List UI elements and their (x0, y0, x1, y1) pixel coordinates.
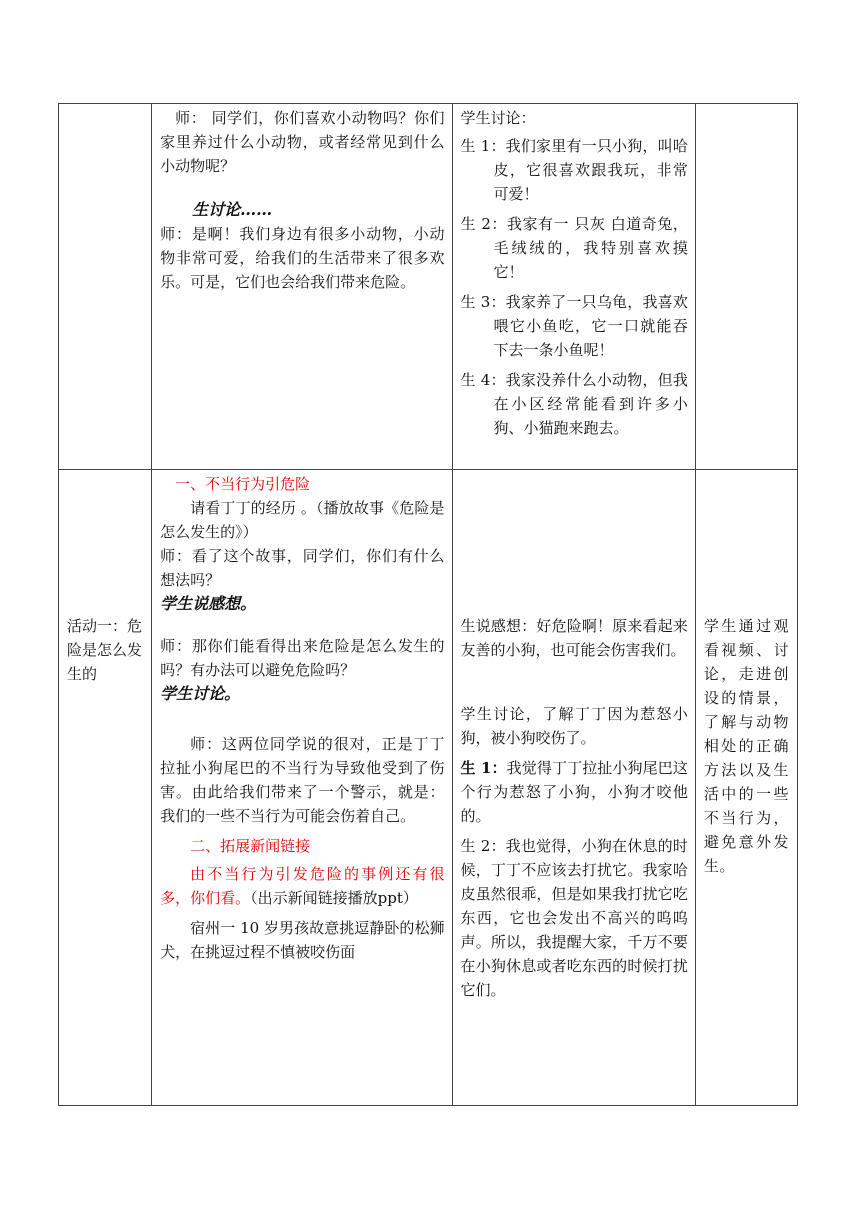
student-discussion-note: 学生讨论。 (160, 684, 241, 703)
student-discussion-heading: 学生讨论： (460, 109, 536, 127)
teacher-question: 师： 同学们，你们喜欢小动物吗？你们家里养过什么小动物，或者经常见到什么小动物呢？ (160, 109, 445, 175)
student-reflection-note: 学生说感想。 (160, 594, 257, 613)
story-instruction: 请看丁丁的经历 。（播放故事《危险是怎么发生的》） (160, 499, 445, 541)
student-reflection: 生说感想：好危险啊！原来看起来友善的小狗，也可能会伤害我们。 (460, 617, 688, 659)
student-cell (452, 470, 695, 1106)
teacher-statement: 师：是啊！我们身边有很多小动物，小动物非常可爱，给我们的生活带来了很多欢乐。可是，它们也会给我们带来危险。 (160, 225, 445, 291)
student-cell (452, 104, 695, 470)
news-intro (160, 862, 444, 910)
section-heading-2: 二、拓展新闻链接 (190, 837, 311, 855)
student-discussion-note: 生讨论…… (192, 200, 273, 219)
teacher-question: 师：看了这个故事，同学们，你们有什么想法吗？ (160, 547, 445, 589)
table-row-activity-one (59, 470, 798, 1106)
teacher-summary: 师：这两位同学说的很对，正是丁丁拉扯小狗尾巴的不当行为导致他受到了伤害。由此给我们带来了一个警示，就是：我们的一些不当行为可能会伤着自己。 (160, 735, 445, 825)
student-answer-1-text: 我觉得丁丁拉扯小狗尾巴这个行为惹怒了小狗，小狗才咬他的。 (460, 759, 688, 825)
news-example: 宿州一 10 岁男孩故意挑逗静卧的松狮犬，在挑逗过程不慎被咬伤面 (160, 919, 445, 961)
student-answer-2: 生 2：我也觉得，小狗在休息的时候，丁丁不应该去打扰它。我家哈皮虽然很乖，但是如果我打扰它吃东西，它也会发出不高兴的呜呜声。所以，我提醒大家，千万不要在小狗休息或者吃东西的时候打扰它们。 (460, 837, 688, 999)
teacher-cell (152, 470, 452, 1106)
teacher-cell (152, 104, 452, 470)
teacher-question-2: 师：那你们能看得出来危险是怎么发生的吗？有办法可以避免危险吗？ (160, 637, 445, 679)
news-intro-note: （出示新闻链接播放ppt） (250, 889, 418, 907)
student-answer-2: 生 2：我家有一 只灰 白道奇兔，毛绒绒的，我特别喜欢摸它！ (460, 215, 688, 281)
goal-cell-empty (695, 104, 797, 470)
learning-goal: 学生通过观看视频、讨论，走进创设的情景，了解与动物相处的正确方法以及生活中的一些不当行为，避免意外发生。 (703, 617, 789, 875)
lesson-plan-table (58, 103, 798, 1106)
activity-cell (59, 470, 152, 1106)
student-answer-1-label: 生 1： (460, 759, 507, 777)
student-answer-1: 生 1：我们家里有一只小狗，叫哈皮，它很喜欢跟我玩，非常可爱！ (460, 137, 688, 203)
news-intro-red: 由不当行为引发危险的事例还有很多，你们看。 (160, 865, 445, 907)
table-row-intro (59, 104, 798, 470)
student-discussion-summary: 学生讨论，了解丁丁因为惹怒小狗，被小狗咬伤了。 (460, 705, 688, 747)
activity-cell-empty (59, 104, 152, 470)
section-heading-1: 一、不当行为引危险 (175, 475, 311, 493)
student-answer-3: 生 3：我家养了一只乌龟，我喜欢喂它小鱼吃，它一口就能吞下去一条小鱼呢！ (460, 293, 688, 359)
student-answer-1 (461, 756, 688, 828)
activity-title: 活动一：危险是怎么发生的 (67, 617, 143, 683)
goal-cell (695, 470, 797, 1106)
student-answer-4: 生 4：我家没养什么小动物，但我在小区经常能看到许多小狗、小猫跑来跑去。 (460, 371, 688, 437)
